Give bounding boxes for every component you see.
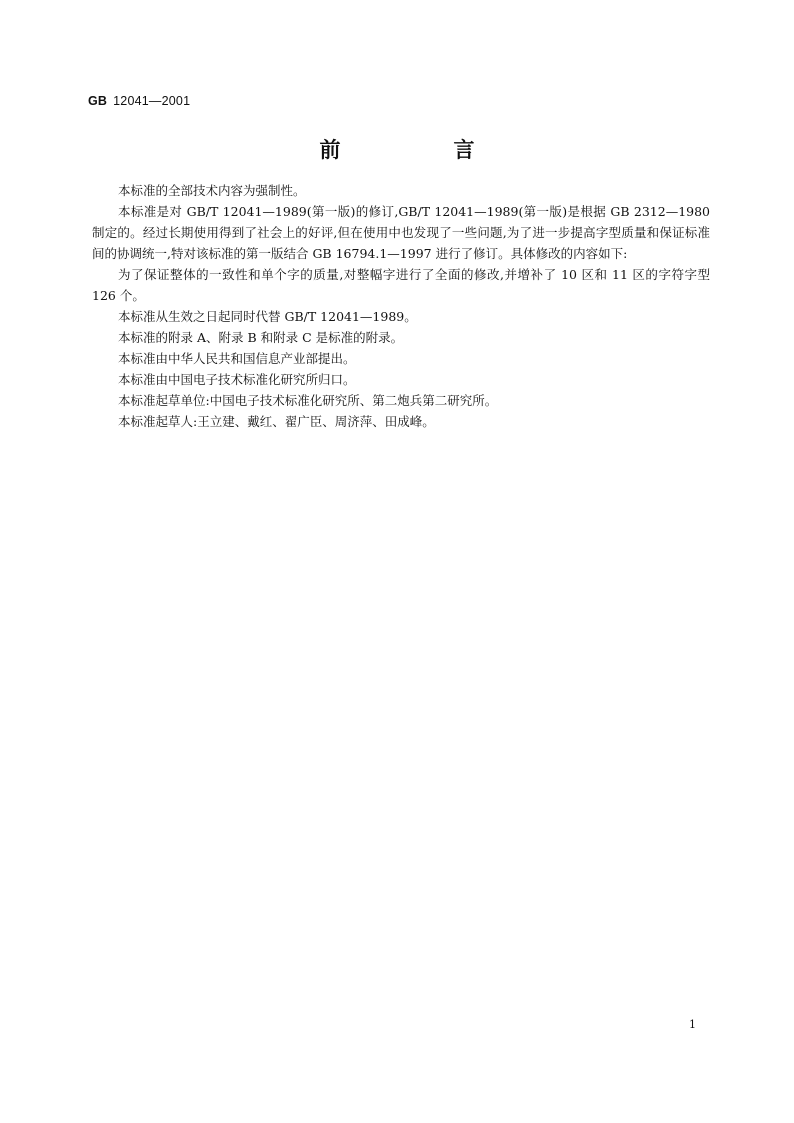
paragraph-centralized-by: 本标准由中国电子技术标准化研究所归口。 (118, 372, 356, 387)
paragraph-revision: 本标准是对 GB/T 12041—1989(第一版)的修订,GB/T 12041—1989(第一版)是根据 GB 2312—1980 制定的。经过长期使用得到了社会上的好评,但在使用中也发现了一些问题,为了进一步提高字型质量和保证标准间的协调统一,特对该标准的第一版结合 GB 16794.1—1997 进行了修订。具体修改的内容如下: (92, 204, 710, 261)
paragraph-appendices: 本标准的附录 A、附录 B 和附录 C 是标准的附录。 (118, 330, 404, 345)
paragraph-proposed-by: 本标准由中华人民共和国信息产业部提出。 (118, 351, 356, 366)
foreword-body (92, 180, 710, 432)
paragraph-mandatory: 本标准的全部技术内容为强制性。 (118, 183, 306, 198)
paragraph-drafters: 本标准起草人:王立建、戴红、翟广臣、周济萍、田成峰。 (118, 414, 435, 429)
page-number: 1 (689, 1018, 696, 1031)
standard-code: GB (88, 94, 108, 108)
section-title: 前 言 (319, 137, 521, 162)
standard-number: 12041—2001 (113, 94, 191, 108)
paragraph-replaces: 本标准从生效之日起同时代替 GB/T 12041—1989。 (118, 309, 417, 324)
standard-header (88, 94, 190, 108)
paragraph-drafting-units: 本标准起草单位:中国电子技术标准化研究所、第二炮兵第二研究所。 (118, 393, 498, 408)
paragraph-modifications: 为了保证整体的一致性和单个字的质量,对整幅字进行了全面的修改,并增补了 10 区和 11 区的字符字型 126 个。 (92, 267, 710, 303)
